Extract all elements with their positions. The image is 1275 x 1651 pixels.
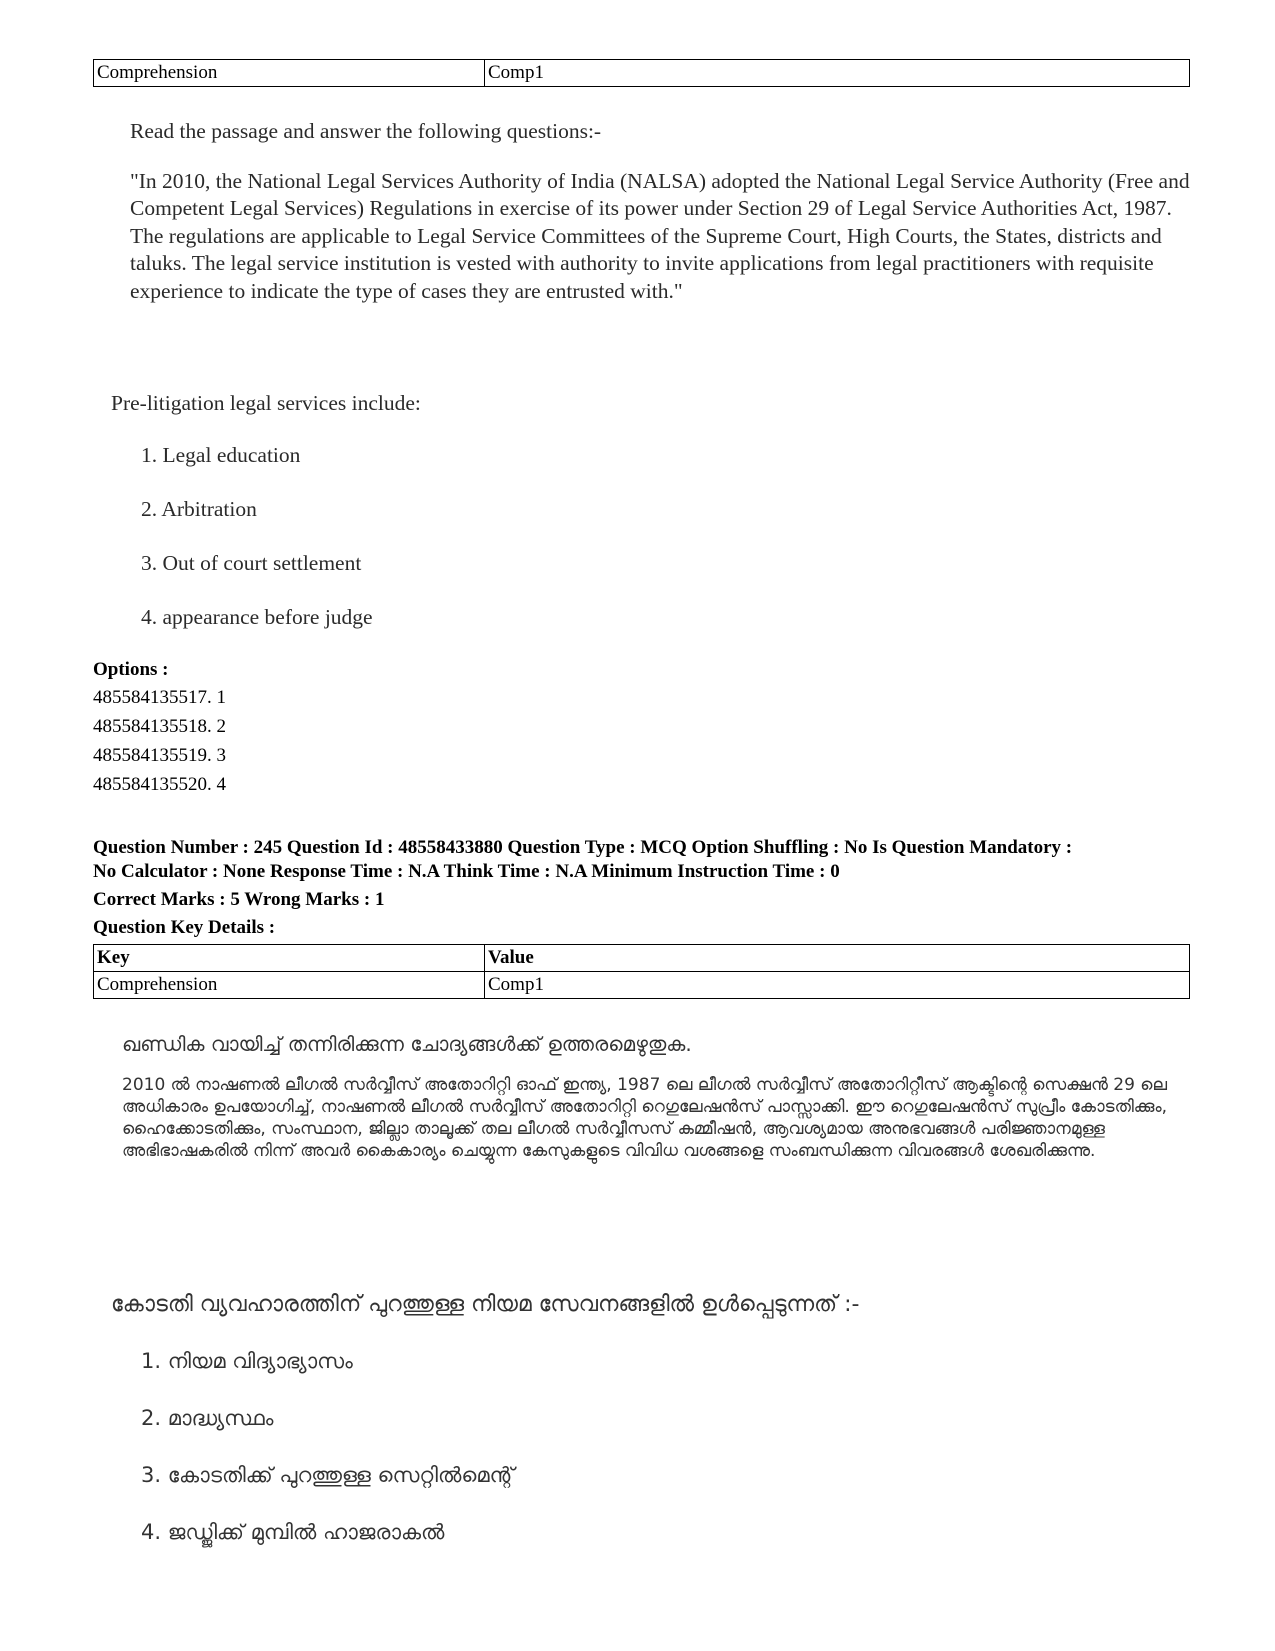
- header-value-cell: Value: [485, 945, 1190, 972]
- malayalam-question: കോടതി വ്യവഹാരത്തിന് പുറത്തുള്ള നിയമ സേവനങ്ങളിൽ ഉൾപ്പെടുന്നത് :-: [111, 1292, 860, 1317]
- english-passage-text: "In 2010, the National Legal Services Authority of India (NALSA) adopted the National Legal Service Authority (Free and Competent Legal Services) Regulations in exercise of its power under Section 29 of Legal Service Authorities Act, 1987. The regulations are applicable to Legal Service Committees of the Supreme Court, High Courts, the States, districts and taluks. The legal service institution is vested with authority to invite applications from legal practitioners with requisite experience to indicate the type of cases they are entrusted with.": [130, 168, 1190, 303]
- list-item: 1. Legal education: [141, 443, 301, 467]
- list-item: 3. Out of court settlement: [141, 551, 362, 575]
- list-item: 2. മാദ്ധ്യസ്ഥം: [141, 1406, 274, 1430]
- table-header-row: [94, 945, 1190, 972]
- value-cell: Comp1: [485, 60, 1190, 87]
- option-item: 485584135518. 2: [93, 716, 226, 737]
- malayalam-item-list: [141, 1348, 514, 1576]
- key-details-heading: Question Key Details :: [93, 917, 276, 938]
- malayalam-instruction: ഖണ്ഡിക വായിച്ച് തന്നിരിക്കുന്ന ചോദ്യങ്ങൾക്ക് ഉത്തരമെഴുതുക.: [122, 1032, 692, 1056]
- english-question: Pre-litigation legal services include:: [111, 391, 421, 415]
- option-item: 485584135517. 1: [93, 687, 226, 708]
- value-cell: Comp1: [485, 972, 1190, 999]
- list-item: 2. Arbitration: [141, 497, 257, 521]
- question-meta-line1: Question Number : 245 Question Id : 48558433880 Question Type : MCQ Option Shuffling : No Is Question Mandatory :: [93, 837, 1073, 858]
- comprehension-table: [93, 59, 1190, 87]
- options-title: Options :: [93, 659, 169, 680]
- list-item: 4. ജഡ്ജിക്ക് മുമ്പിൽ ഹാജരാകൽ: [141, 1520, 445, 1544]
- malayalam-passage-text: 2010 ൽ നാഷണൽ ലീഗൽ സർവ്വീസ് അതോറിറ്റി ഓഫ് ഇന്ത്യ, 1987 ലെ ലീഗൽ സർവ്വീസ് അതോറിറ്റീസ് ആക്ടിന്റെ സെക്ഷൻ 29 ലെ അധികാരം ഉപയോഗിച്ച്, നാഷണൽ ലീഗൽ സർവ്വീസ് അതോറിറ്റി റെഗുലേഷൻസ് പാസ്സാക്കി. ഈ റെഗുലേഷൻസ് സുപ്രീം കോടതിക്കും, ഹൈക്കോടതിക്കും, സംസ്ഥാന, ജില്ലാ താലൂക്ക് തല ലീഗൽ സർവ്വീസസ് കമ്മീഷൻ, ആവശ്യമായ അനുഭവങ്ങൾ പരിജ്ഞാനമുള്ള അഭിഭാഷകരിൽ നിന്ന് അവർ കൈകാര്യം ചെയ്യുന്ന കേസുകളുടെ വിവിധ വശങ്ങളെ സംബന്ധിക്കുന്ന വിവരങ്ങൾ ശേഖരിക്കുന്നു.: [122, 1075, 1168, 1161]
- key-cell: Comprehension: [94, 60, 485, 87]
- list-item: 4. appearance before judge: [141, 605, 373, 629]
- list-item: 3. കോടതിക്ക് പുറത്തുള്ള സെറ്റിൽമെന്റ്: [141, 1463, 515, 1487]
- english-instruction: Read the passage and answer the following questions:-: [130, 119, 602, 143]
- malayalam-passage: [122, 1032, 1197, 1162]
- english-item-list: [141, 443, 373, 659]
- key-table: [93, 944, 1190, 999]
- table-row: [94, 972, 1190, 999]
- key-cell: Comprehension: [94, 972, 485, 999]
- header-key-cell: Key: [94, 945, 485, 972]
- marks-line: Correct Marks : 5 Wrong Marks : 1: [93, 889, 385, 910]
- option-item: 485584135519. 3: [93, 745, 226, 766]
- question-meta-line2: No Calculator : None Response Time : N.A Think Time : N.A Minimum Instruction Time : 0: [93, 861, 840, 882]
- english-passage: [130, 118, 1190, 305]
- options-list: [93, 687, 226, 803]
- table-row: [94, 60, 1190, 87]
- option-item: 485584135520. 4: [93, 774, 226, 795]
- list-item: 1. നിയമ വിദ്യാഭ്യാസം: [141, 1349, 353, 1373]
